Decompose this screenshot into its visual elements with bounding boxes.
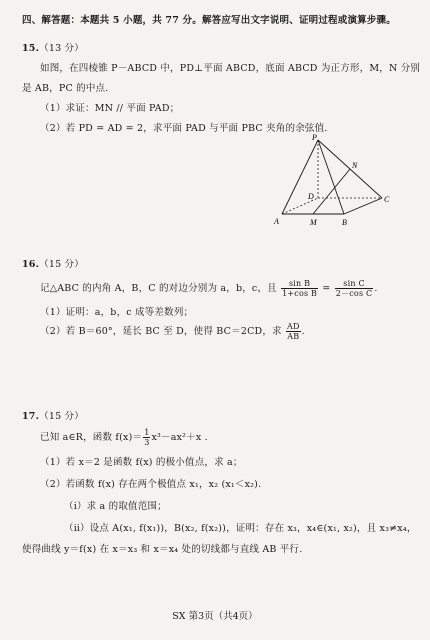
q16-number: 16. bbox=[22, 259, 40, 270]
q17-sub1: （ⅰ）求 a 的取值范围； bbox=[64, 501, 167, 512]
frac-denominator: 2－cos C bbox=[335, 289, 373, 298]
frac-denominator: AB bbox=[287, 332, 300, 341]
q16-part1: （1）证明：a，b，c 成等差数列； bbox=[40, 307, 194, 318]
q17-part1: （1）若 x＝2 是函数 f(x) 的极小值点，求 a； bbox=[40, 457, 243, 468]
q16-fraction-sinC bbox=[335, 279, 374, 298]
q15-score: （13 分） bbox=[39, 43, 84, 54]
q16-stem bbox=[40, 277, 378, 301]
section-header: 四、解答题：本题共 5 小题，共 77 分。解答应写出文字说明、证明过程或演算步骤。 bbox=[22, 15, 396, 26]
q15-pyramid-figure bbox=[270, 134, 400, 234]
page-footer: SX 第3页（共4页） bbox=[172, 611, 258, 622]
frac-denominator: 3 bbox=[144, 438, 150, 447]
q17-stem bbox=[40, 426, 208, 450]
edge-PA bbox=[282, 140, 318, 214]
q17-heading bbox=[22, 410, 84, 423]
label-D: D bbox=[308, 192, 314, 201]
label-N: N bbox=[352, 161, 358, 170]
label-P: P bbox=[312, 134, 317, 142]
q15-stem-line2: 是 AB，PC 的中点. bbox=[22, 83, 109, 94]
q16-fraction-AD-AB bbox=[286, 322, 301, 341]
label-C: C bbox=[384, 195, 390, 204]
frac-numerator: AD bbox=[287, 322, 300, 331]
q15-part1: （1）求证：MN // 平面 PAD； bbox=[40, 103, 180, 114]
frac-numerator: sin B bbox=[281, 279, 318, 289]
segment-MN bbox=[313, 169, 350, 214]
q17-stem-suffix: x³－ax²＋x . bbox=[151, 432, 208, 443]
q16-part2-suffix: . bbox=[301, 326, 305, 337]
q16-heading bbox=[22, 258, 84, 271]
q16-score: （15 分） bbox=[39, 259, 84, 270]
q17-part2: （2）若函数 f(x) 存在两个极值点 x₁，x₂ (x₁＜x₂). bbox=[40, 479, 262, 490]
q16-fraction-sinB bbox=[281, 279, 318, 298]
q15-stem-line1: 如图，在四棱锥 P－ABCD 中，PD⊥平面 ABCD，底面 ABCD 为正方形，M，N 分别 bbox=[40, 63, 421, 74]
q15-number: 15. bbox=[22, 43, 40, 54]
q16-stem-prefix: 记△ABC 的内角 A，B，C 的对边分别为 a，b，c，且 bbox=[40, 283, 277, 294]
q16-stem-suffix: . bbox=[374, 283, 378, 294]
q16-part2-prefix: （2）若 B＝60°，延长 BC 至 D，使得 BC＝2CD，求 bbox=[40, 326, 282, 337]
edge-BC bbox=[344, 198, 382, 214]
frac-denominator: 1+cos B bbox=[282, 289, 318, 298]
q16-part2 bbox=[40, 320, 305, 344]
q15-part2: （2）若 PD = AD = 2，求平面 PAD 与平面 PBC 夹角的余弦值. bbox=[40, 123, 328, 134]
frac-numerator: sin C bbox=[335, 279, 374, 289]
equals-sign: = bbox=[322, 283, 331, 294]
q17-number: 17. bbox=[22, 411, 40, 422]
q17-stem-prefix: 已知 a∈R，函数 f(x)＝ bbox=[40, 432, 143, 443]
q15-heading bbox=[22, 42, 84, 55]
q17-fraction-one-third bbox=[143, 428, 150, 447]
q17-score: （15 分） bbox=[39, 411, 84, 422]
label-M: M bbox=[310, 218, 317, 227]
frac-numerator: 1 bbox=[144, 428, 150, 437]
q17-sub2-continued: 使得曲线 y＝f(x) 在 x＝x₃ 和 x＝x₄ 处的切线都与直线 AB 平行. bbox=[22, 544, 303, 555]
label-B: B bbox=[342, 218, 347, 227]
q17-sub2: （ⅱ）设点 A(x₁, f(x₁))，B(x₂, f(x₂))，证明：存在 x₃，x₄∈(x₁, x₂)，且 x₃≠x₄， bbox=[64, 523, 417, 534]
label-A: A bbox=[274, 217, 279, 226]
